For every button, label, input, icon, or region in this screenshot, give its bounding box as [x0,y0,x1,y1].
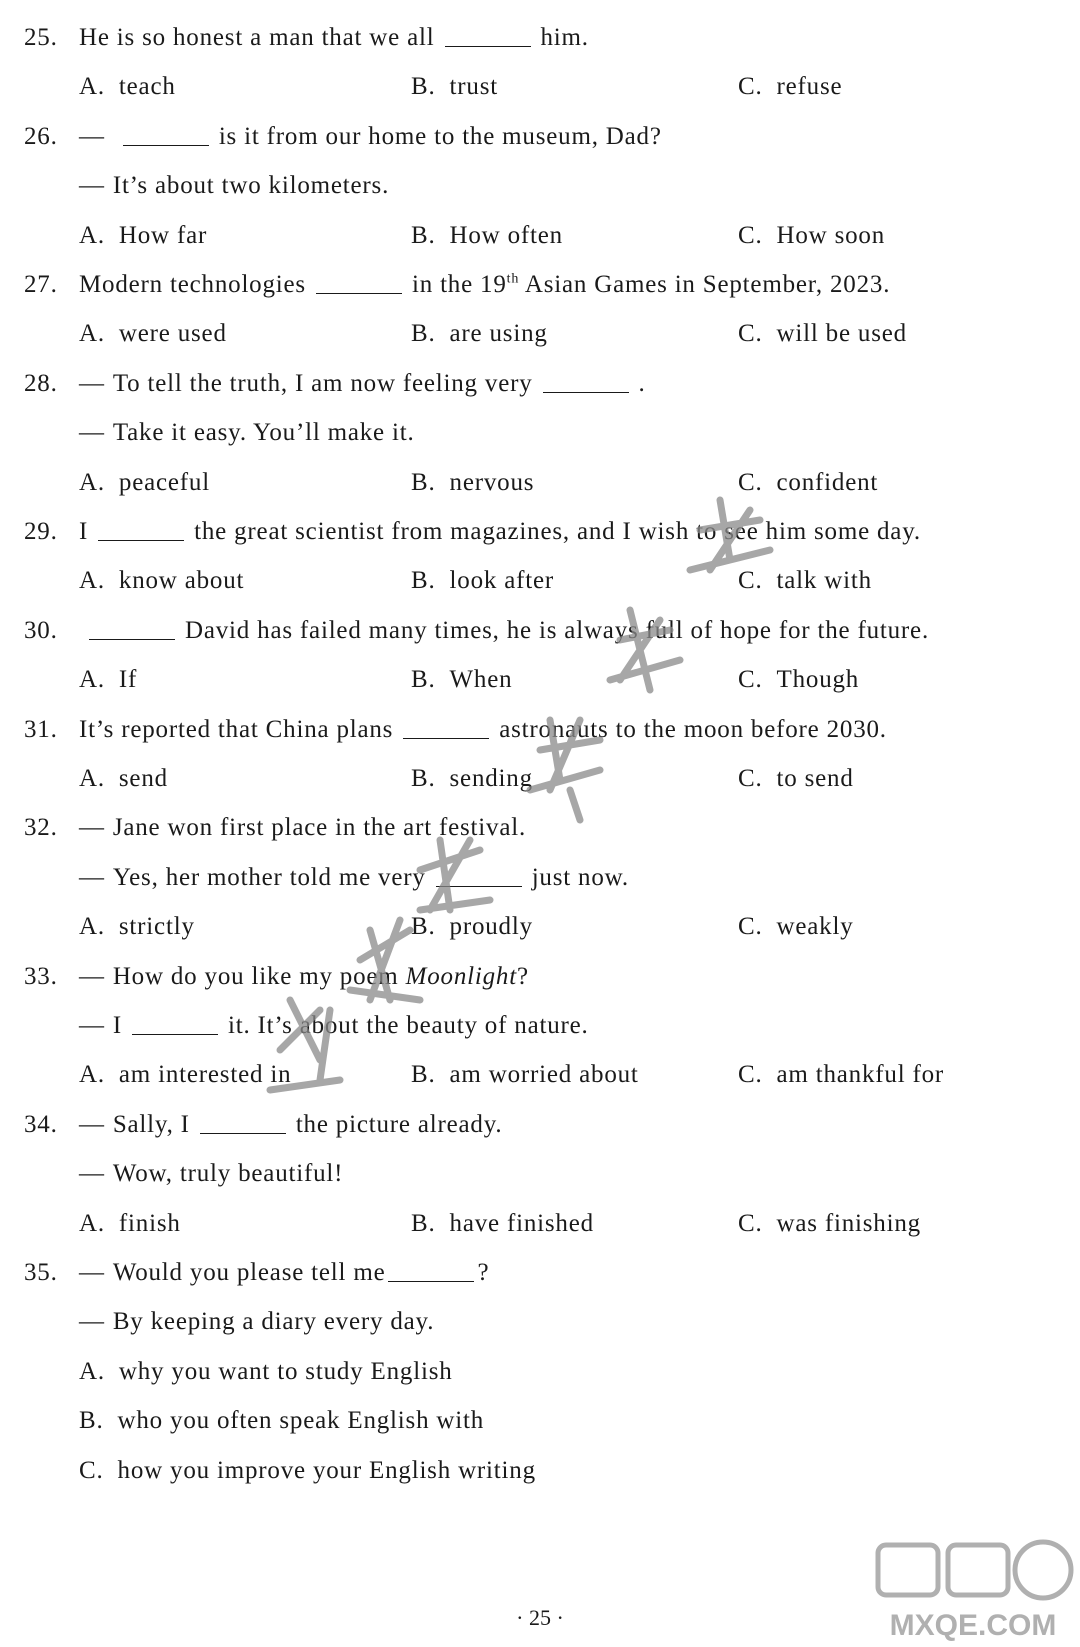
option-text: weakly [776,913,854,941]
option-letter: C. [738,567,763,595]
option-row [0,1059,1080,1091]
question-number: 31. [24,715,58,743]
option-text: how you improve your English writing [117,1456,536,1484]
option-letter: C. [738,666,763,694]
text-before-blank: He is so honest a man that we all [79,24,435,51]
text-before-blank: Take it easy. You’ll make it. [112,419,415,447]
option-c[interactable] [738,1208,921,1240]
question-number: 30. [24,616,58,644]
option-row [0,1405,1080,1437]
text-after-blank: ? [516,962,529,990]
answer-blank[interactable] [543,370,629,393]
option-c[interactable] [738,318,907,350]
text-before-blank: Wow, truly beautiful! [112,1160,344,1188]
option-text: to send [776,765,854,792]
option-text: When [449,666,513,694]
option-letter: C. [738,765,763,792]
option-text: If [118,666,138,694]
text-after-blank: in the 19 [411,271,507,298]
answer-blank[interactable] [132,1012,218,1035]
question-line [0,417,1080,449]
question-text [79,615,929,647]
question-text [79,170,389,202]
option-b[interactable] [411,71,498,103]
answer-blank[interactable] [123,123,209,146]
superscript: th [506,271,520,287]
question-text [79,1306,434,1338]
option-letter: C. [738,468,763,496]
text-before-blank: Modern technologies [79,271,306,298]
option-letter: B. [411,320,436,348]
question-number: 27. [24,271,58,298]
answer-blank[interactable] [200,1111,286,1134]
option-letter: B. [411,1209,436,1237]
question-number: 25. [24,24,58,51]
question-text [79,714,887,746]
option-text: confident [776,468,879,496]
option-letter: A. [79,666,105,694]
option-text: who you often speak English with [117,1407,485,1435]
text-after-blank: is it from our home to the museum, Dad? [218,122,662,150]
option-b[interactable] [411,664,512,696]
option-letter: A. [79,1209,105,1237]
option-row [0,763,1080,795]
site-logo-icon [868,1535,1078,1645]
option-letter: B. [411,468,436,496]
dash-mark: — [79,172,105,200]
dash-mark: — [79,419,105,447]
dash-mark: — [79,1012,105,1039]
option-text: finish [118,1209,181,1237]
option-text: talk with [776,567,872,595]
question-line [0,1306,1080,1338]
option-text: have finished [449,1209,594,1237]
option-c[interactable] [738,911,854,943]
option-c[interactable] [738,71,842,103]
option-b[interactable] [411,467,534,499]
text-after-blank: the great scientist from magazines, and I wish to see him some day. [194,518,921,545]
option-letter: B. [411,73,436,101]
option-letter: B. [411,666,436,694]
option-text: am thankful for [776,1061,945,1089]
question-line [0,1010,1080,1042]
option-text: why you want to study English [118,1357,453,1385]
answer-blank[interactable] [445,24,531,47]
option-a[interactable] [79,664,137,696]
option-text: send [118,765,168,792]
option-letter: C. [738,221,763,249]
option-a[interactable] [79,1356,453,1388]
option-c[interactable] [738,763,854,795]
option-letter: A. [79,913,105,941]
option-text: know about [118,567,245,595]
answer-blank[interactable] [98,518,184,541]
option-row [0,1356,1080,1388]
question-line [0,862,1080,894]
text-after-blank: just now. [531,863,629,891]
option-row [0,565,1080,597]
option-text: strictly [118,913,195,941]
option-text: teach [118,73,176,101]
option-text: trust [449,73,498,101]
option-row [0,71,1080,103]
question-line [0,368,1080,400]
option-letter: B. [411,765,436,792]
option-text: are using [449,320,548,348]
option-c[interactable] [79,1455,536,1487]
question-number: 28. [24,369,58,397]
question-line [0,22,1080,54]
question-line [0,714,1080,746]
dash-mark: — [79,122,105,150]
option-letter: C. [79,1456,104,1484]
option-letter: C. [738,913,763,941]
option-text: sending [449,765,533,792]
question-text [79,516,921,548]
option-c[interactable] [738,565,872,597]
option-a[interactable] [79,1059,291,1091]
question-number: 35. [24,1259,58,1286]
question-line [0,121,1080,153]
option-row [0,1208,1080,1240]
question-text [79,22,589,54]
question-text [79,1257,489,1289]
option-letter: A. [79,1061,105,1089]
text-after-blank: David has failed many times, he is always full of hope for the future. [185,616,929,644]
option-c[interactable] [738,1059,944,1091]
text-before-blank: Yes, her mother told me very [112,863,426,891]
option-b[interactable] [411,318,548,350]
option-letter: C. [738,1209,763,1237]
question-number: 29. [24,518,58,545]
question-line [0,615,1080,647]
text-after-superscript: Asian Games in September, 2023. [519,271,891,298]
question-number: 32. [24,814,58,842]
answer-blank[interactable] [436,864,522,887]
dash-mark: — [79,814,105,842]
text-after-blank: ? [477,1259,490,1286]
answer-blank[interactable] [388,1259,474,1282]
option-letter: A. [79,765,105,792]
logo-text: MXQE.COM [889,1609,1057,1642]
option-letter: A. [79,567,105,595]
dash-mark: — [79,1308,105,1336]
question-line [0,269,1080,301]
option-letter: C. [738,73,763,101]
option-b[interactable] [411,763,533,795]
option-letter: B. [411,221,436,249]
option-text: was finishing [776,1209,921,1237]
option-letter: A. [79,320,105,348]
option-row [0,318,1080,350]
option-b[interactable] [411,1208,594,1240]
question-number: 33. [24,962,58,990]
option-text: How often [449,221,563,249]
option-a[interactable] [79,318,227,350]
option-letter: B. [411,567,436,595]
text-before-blank: It’s reported that China plans [79,715,394,743]
dash-mark: — [79,962,105,990]
question-text [79,368,646,400]
question-line [0,1257,1080,1289]
option-a[interactable] [79,1208,181,1240]
option-b[interactable] [411,1059,639,1091]
text-before-blank: To tell the truth, I am now feeling very [112,369,533,397]
option-row [0,911,1080,943]
text-before-blank: It’s about two kilometers. [112,172,390,200]
option-text: refuse [776,73,843,101]
option-text: am interested in [118,1061,292,1089]
question-text [79,1109,502,1141]
option-b[interactable] [411,565,554,597]
option-letter: A. [79,73,105,101]
answer-blank[interactable] [316,271,402,294]
option-letter: C. [738,320,763,348]
option-c[interactable] [738,664,859,696]
option-row [0,467,1080,499]
option-text: How soon [776,221,886,249]
dash-mark: — [79,1110,105,1138]
option-b[interactable] [79,1405,484,1437]
question-line [0,1109,1080,1141]
option-a[interactable] [79,763,168,795]
text-before-blank: How do you like my poem [112,962,406,990]
text-after-blank: him. [540,24,589,51]
option-letter: B. [79,1407,104,1435]
option-a[interactable] [79,565,244,597]
text-after-blank: it. It’s about the beauty of nature. [227,1012,589,1039]
option-row [0,220,1080,252]
question-number: 34. [24,1110,58,1138]
text-before-blank: Would you please tell me [112,1259,386,1286]
option-row [0,1455,1080,1487]
question-text [79,1010,589,1042]
option-text: will be used [776,320,907,348]
option-a[interactable] [79,71,176,103]
question-number: 26. [24,122,58,150]
text-before-blank: By keeping a diary every day. [112,1308,435,1336]
option-text: nervous [449,468,535,496]
option-text: How far [118,221,208,249]
question-line [0,1158,1080,1190]
text-before-blank: Sally, I [112,1110,190,1138]
question-text [79,269,890,301]
answer-blank[interactable] [403,716,489,739]
question-text [79,812,526,844]
option-b[interactable] [411,911,533,943]
italic-title: Moonlight [405,962,517,990]
option-letter: A. [79,468,105,496]
dash-mark: — [79,1160,105,1188]
text-after-blank: . [638,369,646,397]
question-text [79,121,662,153]
question-text [79,862,629,894]
text-before-blank: I [112,1012,122,1039]
option-text: peaceful [118,468,210,496]
option-text: proudly [449,913,533,941]
question-text [79,961,529,993]
option-text: were used [118,320,227,348]
dash-mark: — [79,863,105,891]
dash-mark: — [79,369,105,397]
option-letter: A. [79,1357,105,1385]
option-letter: B. [411,1061,436,1089]
text-after-blank: astronauts to the moon before 2030. [499,715,887,743]
option-a[interactable] [79,220,207,252]
option-text: look after [449,567,555,595]
option-b[interactable] [411,220,563,252]
text-before-blank: I [79,518,89,545]
question-text [79,1158,343,1190]
option-letter: C. [738,1061,763,1089]
option-row [0,664,1080,696]
option-text: Though [776,666,860,694]
dash-mark: — [79,1259,105,1286]
option-c[interactable] [738,220,885,252]
option-c[interactable] [738,467,878,499]
question-line [0,170,1080,202]
text-after-blank: the picture already. [295,1110,503,1138]
answer-blank[interactable] [89,617,175,640]
question-text [79,417,415,449]
question-line [0,516,1080,548]
question-line [0,812,1080,844]
option-letter: B. [411,913,436,941]
option-a[interactable] [79,467,210,499]
option-text: am worried about [449,1061,639,1089]
option-a[interactable] [79,911,195,943]
text-before-blank: Jane won first place in the art festival. [112,814,527,842]
page-number: · 25 · [516,1605,564,1630]
question-line [0,961,1080,993]
option-letter: A. [79,221,105,249]
